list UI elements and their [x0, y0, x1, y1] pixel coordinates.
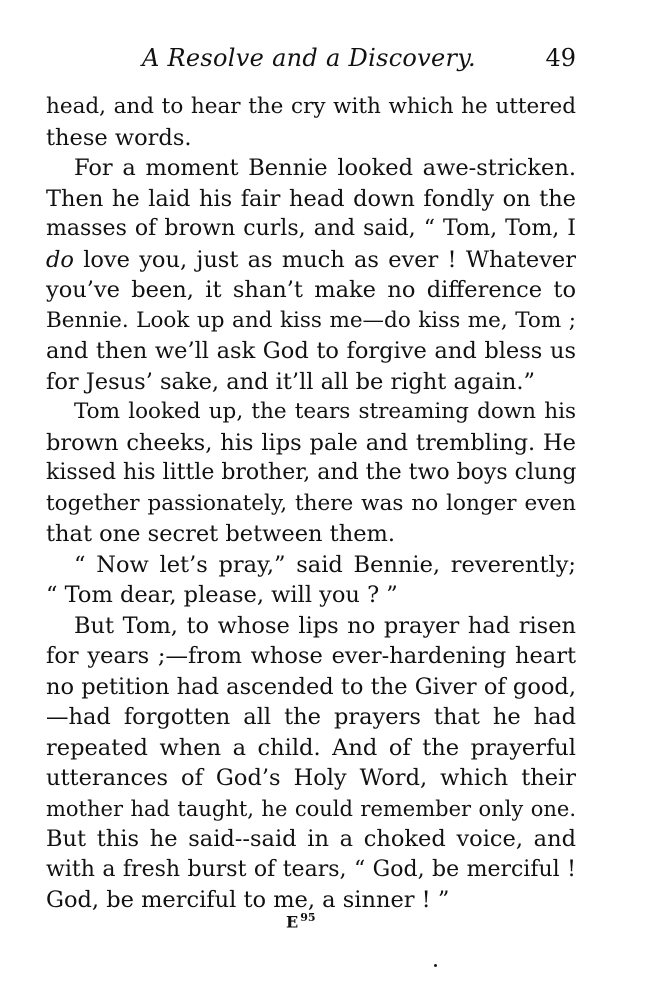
text-line: But Tom, to whose lips no prayer had risen — [74, 612, 576, 639]
text-line: For a moment Bennie looked awe-stricken. — [74, 155, 576, 181]
signature-letter: E — [286, 912, 299, 932]
running-head — [46, 44, 576, 80]
text-line: utterances of God’s Holy Word, which their — [46, 765, 576, 791]
emphasis-word: do — [46, 246, 74, 273]
text-line: mother had taught, he could remember only one. — [46, 796, 576, 821]
text-line: But this he said--said in a choked voice, and — [46, 826, 576, 852]
text-line: with a fresh burst of tears, “ God, be merciful ! — [46, 856, 576, 882]
text-line: you’ve been, it shan’t make no difference to — [46, 277, 576, 303]
text-line: for Jesus’ sake, and it’ll all be right again.” — [46, 368, 536, 395]
chapter-title: A Resolve and a Discovery. — [142, 44, 476, 72]
text-line: —had forgotten all the prayers that he had — [46, 704, 576, 730]
text-line: these words. — [46, 124, 192, 151]
text-line: Tom looked up, the tears streaming down his — [74, 399, 576, 424]
text-line: for years ;—from whose ever-hardening heart — [46, 643, 576, 669]
text-line: Bennie. Look up and kiss me—do kiss me, Tom ; — [46, 307, 576, 333]
text-line: “ Tom dear, please, will you ? ” — [46, 582, 398, 608]
text-line: head, and to hear the cry with which he uttered — [46, 94, 576, 119]
text-line: brown cheeks, his lips pale and trembling. He — [46, 429, 576, 456]
text-line: repeated when a child. And of the prayerful — [46, 734, 576, 761]
page-number: 49 — [545, 44, 576, 72]
ink-speck — [434, 964, 437, 967]
text-line: and then we’ll ask God to forgive and bless us — [46, 338, 576, 364]
printer-signature-mark — [286, 911, 316, 931]
text-line: Then he laid his fair head down fondly on the — [46, 185, 576, 212]
text-line: that one secret between them. — [46, 521, 396, 547]
text-line: “ Now let’s pray,” said Bennie, reverently; — [74, 551, 576, 578]
text-line: no petition had ascended to the Giver of good, — [46, 673, 576, 700]
text-line: together passionately, there was no longer even — [46, 490, 576, 516]
text-line: do love you, just as much as ever ! Whatever — [46, 246, 576, 273]
text-line: masses of brown curls, and said, “ Tom, Tom, I — [46, 216, 576, 241]
signature-number: 95 — [300, 911, 316, 924]
body-text — [46, 92, 576, 916]
text-line: kissed his little brother, and the two boys clung — [46, 460, 577, 485]
text-line: God, be merciful to me, a sinner ! ” — [46, 887, 450, 913]
